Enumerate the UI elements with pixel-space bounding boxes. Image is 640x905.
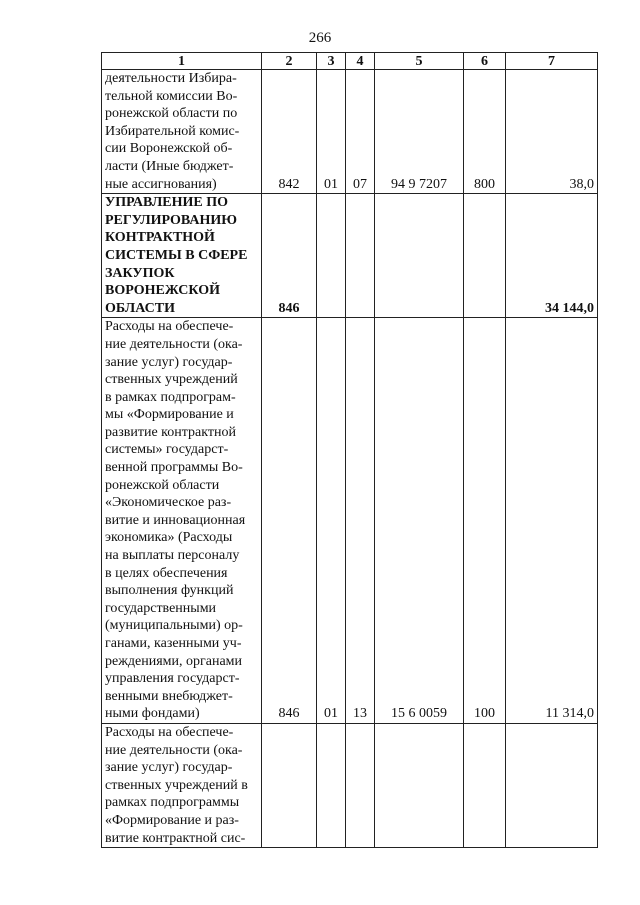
amount-value: 34 144,0 bbox=[506, 194, 598, 318]
description-line: ЗАКУПОК bbox=[105, 265, 175, 281]
expense-type-code: 800 bbox=[464, 70, 506, 194]
subsection-code bbox=[346, 194, 375, 318]
row-description bbox=[102, 70, 262, 194]
target-item-code bbox=[375, 194, 464, 318]
page-number: 266 bbox=[308, 30, 332, 46]
description-line: СИСТЕМЫ В СФЕРЕ bbox=[105, 247, 248, 263]
description-line: «Экономическое раз- bbox=[105, 495, 232, 511]
header-col-2: 2 bbox=[262, 53, 317, 70]
table-header-row bbox=[102, 53, 598, 70]
description-line: ние деятельности (ока- bbox=[105, 336, 243, 352]
amount-value: 11 314,0 bbox=[506, 318, 598, 724]
description-line: «Формирование и раз- bbox=[105, 812, 239, 828]
description-line: мы «Формирование и bbox=[105, 407, 234, 423]
description-line: тельной комиссии Во- bbox=[105, 88, 238, 104]
description-line: деятельности Избира- bbox=[105, 71, 237, 86]
description-line: ганами, казенными уч- bbox=[105, 636, 242, 651]
table-row bbox=[102, 723, 598, 847]
expense-type-code bbox=[464, 194, 506, 318]
description-line: государственными bbox=[105, 600, 217, 616]
description-line: Избирательной комис- bbox=[105, 123, 240, 139]
section-code: 01 bbox=[317, 318, 346, 724]
ministry-code: 846 bbox=[262, 194, 317, 318]
description-line: реждениями, органами bbox=[105, 653, 243, 669]
description-line: развитие контрактной bbox=[105, 424, 236, 440]
header-col-4: 4 bbox=[346, 53, 375, 70]
ministry-code bbox=[262, 723, 317, 847]
ministry-code: 842 bbox=[262, 70, 317, 194]
ministry-code: 846 bbox=[262, 318, 317, 724]
budget-table bbox=[101, 52, 598, 848]
description-line: витие контрактной сис- bbox=[105, 830, 246, 846]
description-line: рамках подпрограммы bbox=[105, 795, 240, 811]
target-item-code: 94 9 7207 bbox=[375, 70, 464, 194]
expense-type-code bbox=[464, 723, 506, 847]
header-col-6: 6 bbox=[464, 53, 506, 70]
description-line: ственных учреждений bbox=[105, 372, 238, 388]
description-line: ные ассигнования) bbox=[105, 176, 217, 192]
header-col-3: 3 bbox=[317, 53, 346, 70]
description-line: ронежской области bbox=[105, 477, 220, 493]
description-line: экономика» (Расходы bbox=[105, 530, 233, 546]
target-item-code bbox=[375, 723, 464, 847]
amount-value bbox=[506, 723, 598, 847]
row-description bbox=[102, 318, 262, 724]
description-line: в целях обеспечения bbox=[105, 565, 228, 581]
table-row bbox=[102, 70, 598, 194]
amount-value: 38,0 bbox=[506, 70, 598, 194]
header-col-5: 5 bbox=[375, 53, 464, 70]
description-line: ронежской области по bbox=[105, 106, 238, 122]
description-line: ласти (Иные бюджет- bbox=[105, 158, 234, 174]
description-line: венной программы Во- bbox=[105, 460, 243, 476]
description-line: управления государст- bbox=[105, 671, 240, 687]
description-line: Расходы на обеспече- bbox=[105, 724, 234, 740]
description-line: КОНТРАКТНОЙ bbox=[105, 230, 215, 246]
description-line: ОБЛАСТИ bbox=[105, 300, 175, 316]
description-line: РЕГУЛИРОВАНИЮ bbox=[105, 212, 238, 228]
description-line: Расходы на обеспече- bbox=[105, 319, 234, 335]
subsection-code: 13 bbox=[346, 318, 375, 724]
header-col-7: 7 bbox=[506, 53, 598, 70]
section-code bbox=[317, 723, 346, 847]
row-description bbox=[102, 194, 262, 318]
target-item-code: 15 6 0059 bbox=[375, 318, 464, 724]
description-line: системы» государст- bbox=[105, 442, 229, 458]
description-line: зание услуг) государ- bbox=[105, 760, 233, 776]
table-row bbox=[102, 194, 598, 318]
description-line: в рамках подпрограм- bbox=[105, 389, 236, 405]
description-line: (муниципальными) ор- bbox=[105, 618, 243, 634]
row-description bbox=[102, 723, 262, 847]
description-line: ственных учреждений в bbox=[105, 777, 248, 793]
section-code: 01 bbox=[317, 70, 346, 194]
description-line: УПРАВЛЕНИЕ ПО bbox=[105, 195, 229, 211]
subsection-code: 07 bbox=[346, 70, 375, 194]
description-line: сии Воронежской об- bbox=[105, 141, 233, 157]
description-line: ВОРОНЕЖСКОЙ bbox=[105, 283, 221, 299]
description-line: венными внебюджет- bbox=[105, 688, 233, 704]
table-row bbox=[102, 318, 598, 724]
description-line: выполнения функций bbox=[105, 583, 234, 599]
subsection-code bbox=[346, 723, 375, 847]
description-line: витие и инновационная bbox=[105, 512, 246, 528]
description-line: ние деятельности (ока- bbox=[105, 742, 243, 758]
header-col-1: 1 bbox=[102, 53, 262, 70]
description-line: на выплаты персоналу bbox=[105, 548, 240, 564]
description-line: ными фондами) bbox=[105, 706, 200, 722]
description-line: зание услуг) государ- bbox=[105, 354, 233, 370]
section-code bbox=[317, 194, 346, 318]
expense-type-code: 100 bbox=[464, 318, 506, 724]
